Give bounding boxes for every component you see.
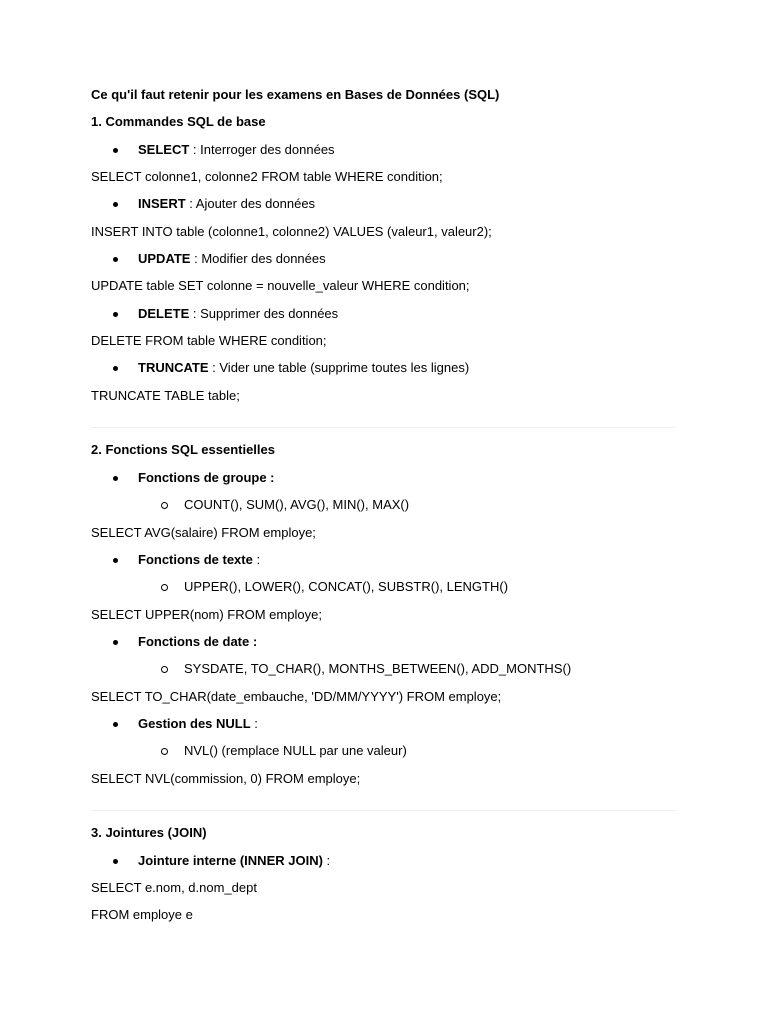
keyword-inner-join: Jointure interne (INNER JOIN) — [138, 852, 323, 868]
sub-texte-text: UPPER(), LOWER(), CONCAT(), SUBSTR(), LENGTH() — [184, 579, 509, 595]
bullet-fonctions-groupe — [91, 469, 676, 496]
section-divider — [91, 810, 676, 811]
code-date: SELECT TO_CHAR(date_embauche, 'DD/MM/YYYY') FROM employe; — [91, 688, 502, 704]
desc-select: : Interroger des données — [189, 141, 335, 157]
sub-date-text: SYSDATE, TO_CHAR(), MONTHS_BETWEEN(), ADD_MONTHS() — [184, 661, 572, 677]
bullet-insert — [91, 195, 676, 222]
sub-bullet-groupe — [91, 496, 676, 523]
sub-null-text: NVL() (remplace NULL par une valeur) — [184, 743, 407, 759]
keyword-update: UPDATE — [138, 251, 191, 267]
keyword-groupe: Fonctions de groupe : — [138, 469, 275, 485]
bullet-dot-icon — [113, 202, 118, 207]
code-groupe: SELECT AVG(salaire) FROM employe; — [91, 524, 316, 540]
sub-bullet-date — [91, 660, 676, 687]
sub-groupe-text: COUNT(), SUM(), AVG(), MIN(), MAX() — [184, 497, 410, 513]
bullet-dot-icon — [113, 148, 118, 153]
section-2-heading: 2. Fonctions SQL essentielles — [91, 442, 275, 458]
code-truncate: TRUNCATE TABLE table; — [91, 387, 240, 403]
code-join-line-2: FROM employe e — [91, 907, 193, 923]
circle-bullet-icon — [161, 666, 168, 673]
bullet-dot-icon — [113, 640, 118, 645]
document-page — [91, 86, 676, 934]
desc-null: : — [250, 715, 258, 731]
keyword-texte: Fonctions de texte — [138, 551, 253, 567]
code-join-line-1: SELECT e.nom, d.nom_dept — [91, 879, 257, 895]
bullet-dot-icon — [113, 257, 118, 262]
keyword-date: Fonctions de date : — [138, 633, 258, 649]
code-update: UPDATE table SET colonne = nouvelle_valeur WHERE condition; — [91, 278, 470, 294]
keyword-select: SELECT — [138, 141, 190, 157]
circle-bullet-icon — [161, 748, 168, 755]
bullet-truncate — [91, 359, 676, 386]
desc-insert: : Ajouter des données — [185, 196, 316, 212]
bullet-fonctions-date — [91, 633, 676, 660]
bullet-select — [91, 141, 676, 168]
bullet-update — [91, 250, 676, 277]
bullet-delete — [91, 305, 676, 332]
desc-inner-join: : — [322, 852, 331, 868]
keyword-insert: INSERT — [138, 196, 186, 212]
doc-title: Ce qu'il faut retenir pour les examens en Bases de Données (SQL) — [91, 87, 500, 102]
keyword-delete: DELETE — [138, 305, 190, 321]
bullet-fonctions-texte — [91, 551, 676, 578]
code-null: SELECT NVL(commission, 0) FROM employe; — [91, 770, 361, 786]
code-select: SELECT colonne1, colonne2 FROM table WHERE condition; — [91, 169, 443, 185]
code-delete: DELETE FROM table WHERE condition; — [91, 333, 327, 349]
code-texte: SELECT UPPER(nom) FROM employe; — [91, 606, 322, 622]
section-3-heading: 3. Jointures (JOIN) — [91, 825, 207, 841]
section-divider — [91, 427, 676, 428]
code-insert: INSERT INTO table (colonne1, colonne2) VALUES (valeur1, valeur2); — [91, 223, 492, 239]
bullet-dot-icon — [113, 312, 118, 317]
sub-bullet-null — [91, 742, 676, 769]
desc-update: : Modifier des données — [190, 251, 326, 267]
bullet-dot-icon — [113, 558, 118, 563]
bullet-dot-icon — [113, 366, 118, 371]
bullet-dot-icon — [113, 476, 118, 481]
bullet-dot-icon — [113, 722, 118, 727]
bullet-dot-icon — [113, 859, 118, 864]
desc-truncate: : Vider une table (supprime toutes les lignes) — [208, 360, 470, 376]
bullet-gestion-null — [91, 715, 676, 742]
circle-bullet-icon — [161, 502, 168, 509]
bullet-inner-join — [91, 852, 676, 879]
keyword-truncate: TRUNCATE — [138, 360, 209, 376]
desc-texte: : — [252, 551, 261, 567]
desc-delete: : Supprimer des données — [189, 305, 339, 321]
section-1-heading: 1. Commandes SQL de base — [91, 114, 266, 130]
keyword-null: Gestion des NULL — [138, 715, 251, 731]
sub-bullet-texte — [91, 578, 676, 605]
circle-bullet-icon — [161, 584, 168, 591]
